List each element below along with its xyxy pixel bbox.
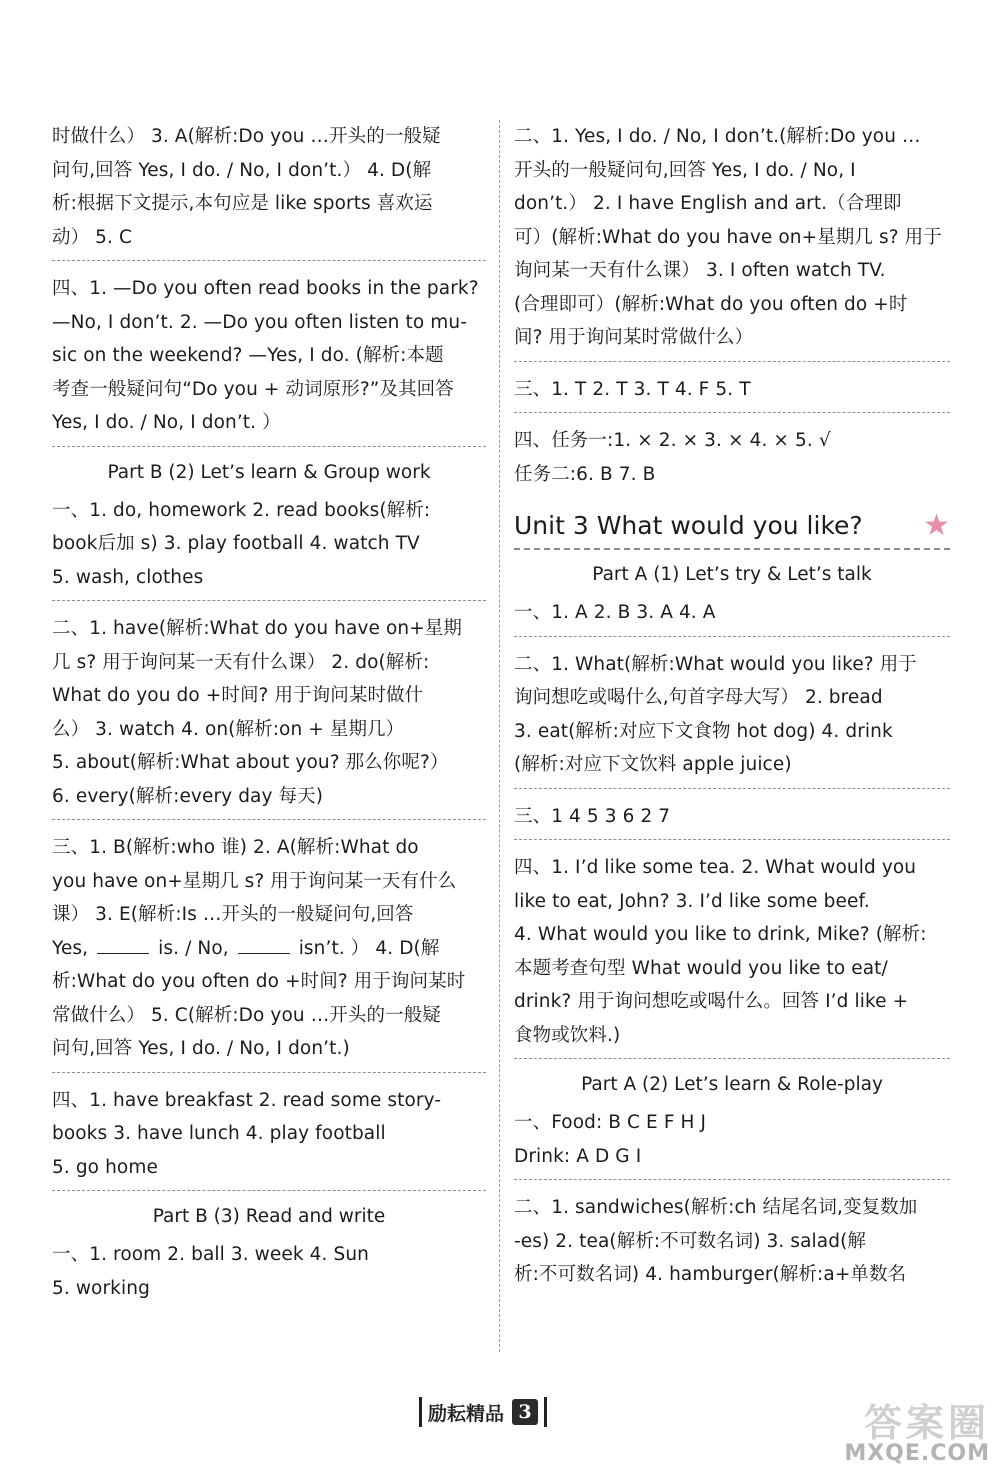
part-title: Part A (1) Let’s try & Let’s talk [592,564,872,585]
answer-block: 时做什么） 3. A(解析:Do you …开头的一般疑 问句,回答 Yes, I do. / No, I don’t.） 4. D(解 析:根据下文提示,本句应是 like sports 喜欢运 动） 5. C [52,118,486,261]
column-divider [499,120,500,1352]
part-title: Part B (2) Let’s learn & Group work [107,461,431,483]
unit-heading: Unit 3 What would you like? ★ [514,506,950,550]
answer-block: 四、1. have breakfast 2. read some story- books 3. have lunch 4. play football 5. go home [52,1082,486,1192]
left-column [52,118,486,1320]
page-number: 3 [512,1399,538,1425]
answer-block: 四、1. I’d like some tea. 2. What would you like to eat, John? 3. I’d like some beef. 4. What would you like to drink, Mike? (解析: 本题考查句型 What would you like to eat/ drink? 用于询问想吃或喝什么。回答 I’d like + 食物或饮料.) [514,849,950,1059]
answer-block: 二、1. sandwiches(解析:ch 结尾名词,变复数加 -es) 2. tea(解析:不可数名词) 3. salad(解 析:不可数名词) 4. hamburger(解析:a+单数名 [514,1197,918,1285]
answer-block: 一、Food: B C E F H J Drink: A D G I [514,1104,950,1180]
right-column [514,118,950,1307]
fill-blank [97,933,149,954]
watermark [790,1403,990,1465]
answer-block: 一、1. room 2. ball 3. week 4. Sun 5. working [52,1244,369,1299]
watermark-logo: 答案圈 [863,1401,990,1445]
part-title: Part B (3) Read and write [152,1206,386,1227]
page-footer [413,1394,553,1430]
answer-block: 三、1. B(解析:who 谁) 2. A(解析:What do you have on+星期几 s? 用于询问某一天有什么 课） 3. E(解析:Is …开头的一般疑问句,回答 Yes, is. / No, isn’t. ） 4. D(解 析:What do you often do +时间? 用于询问某时 常做什么） 5. C(解析:Do you …开头的一般疑 问句,回答 Yes, I do. / No, I don’t.) [52,829,486,1073]
answer-block: 一、1. do, homework 2. read books(解析: book后加 s) 3. play football 4. watch TV 5. wash, clothes [52,492,486,602]
answer-block: 三、1. T 2. T 3. T 4. F 5. T [514,371,950,414]
star-icon: ★ [923,508,950,543]
answer-block: 四、任务一:1. × 2. × 3. × 4. × 5. √ 任务二:6. B 7. B [514,430,831,485]
answer-block: 四、1. —Do you often read books in the park? —No, I don’t. 2. —Do you often listen to mu- sic on the weekend? —Yes, I do. (解析:本题 考查一般疑问句“Do you + 动词原形?”及其回答 Yes, I do. / No, I don’t. ） [52,270,486,447]
answer-block: 三、1 4 5 3 6 2 7 [514,798,950,841]
answer-block: 一、1. A 2. B 3. A 4. A [514,594,950,637]
answer-block: 二、1. What(解析:What would you like? 用于 询问想吃或喝什么,句首字母大写） 2. bread 3. eat(解析:对应下文食物 hot dog) 4. drink (解析:对应下文饮料 apple juice) [514,646,950,789]
answer-block: 二、1. Yes, I do. / No, I don’t.(解析:Do you … 开头的一般疑问句,回答 Yes, I do. / No, I don’t.） 2. I have English and art.（合理即 可）(解析:What do you have on+星期几 s? 用于 询问某一天有什么课） 3. I often watch TV. (合理即可）(解析:What do you often do +时 间? 用于询问某时常做什么） [514,118,950,362]
fill-blank [238,933,290,954]
part-title: Part A (2) Let’s learn & Role-play [581,1074,883,1095]
footer-bar [419,1397,422,1427]
answer-block: 二、1. have(解析:What do you have on+星期 几 s? 用于询问某一天有什么课） 2. do(解析: What do you do +时间? 用于询问某时做什 么） 3. watch 4. on(解析:on + 星期几） 5. about(解析:What about you? 那么你呢?） 6. every(解析:every day 每天) [52,610,486,820]
footer-bar [544,1397,547,1427]
watermark-url: MXQE.COM [844,1441,990,1466]
footer-label: 励耘精品 [428,1402,505,1425]
blank-line: Yes, is. / No, isn’t. ） 4. D(解 [52,932,486,966]
